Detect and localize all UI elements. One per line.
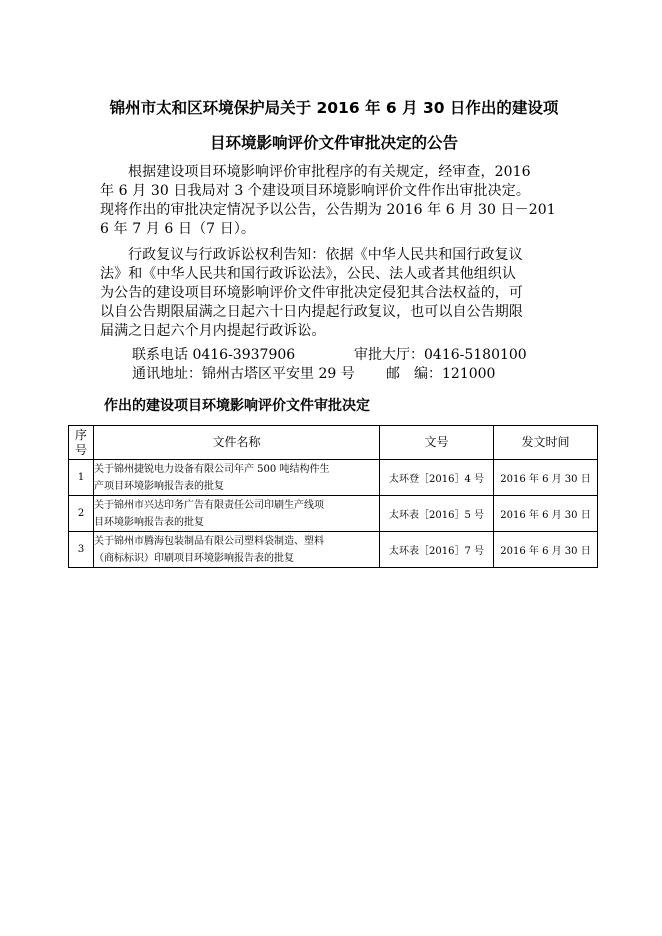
header-name: 文件名称 [94, 426, 380, 460]
row-number: 3 [69, 532, 94, 568]
contact-address-row [132, 365, 496, 384]
document-number: 太环表［2016］5 号 [380, 496, 494, 532]
document-title-line-1: 锦州市太和区环境保护局关于 2016 年 6 月 30 日作出的建设项 [109, 99, 559, 117]
legal-rights-paragraph [100, 246, 565, 341]
table-header-row [69, 426, 598, 460]
header-issue-date: 发文时间 [494, 426, 598, 460]
document-name: 关于锦州市腾海包装制品有限公司塑料袋制造、塑料 （商标标识）印刷项目环境影响报告表的批复 [94, 532, 380, 568]
paragraph-line: 法》和《中华人民共和国行政诉讼法》，公民、法人或者其他组织认 [100, 266, 516, 282]
issue-date: 2016 年 6 月 30 日 [494, 532, 598, 568]
paragraph-line: 6 年 7 月 6 日（7 日）。 [100, 221, 256, 237]
contact-address: 通讯地址：锦州古塔区平安里 29 号 [132, 366, 355, 382]
approval-notice-paragraph [100, 163, 565, 239]
paragraph-line: 为公告的建设项目环境影响评价文件审批决定侵犯其合法权益的，可 [100, 285, 523, 301]
table-row [69, 496, 598, 532]
postcode: 邮 编：121000 [386, 366, 496, 382]
document-name: 关于锦州市兴达印务广告有限责任公司印刷生产线项 目环境影响报告表的批复 [94, 496, 380, 532]
paragraph-line: 现将作出的审批决定情况予以公告，公告期为 2016 年 6 月 30 日－201 [100, 202, 556, 218]
paragraph-line: 根据建设项目环境影响评价审批程序的有关规定，经审查，2016 [128, 164, 531, 180]
row-number: 1 [69, 460, 94, 496]
issue-date: 2016 年 6 月 30 日 [494, 460, 598, 496]
document-number: 太环表［2016］7 号 [380, 532, 494, 568]
table-row [69, 532, 598, 568]
decisions-table [68, 425, 598, 568]
header-doc-number: 文号 [380, 426, 494, 460]
header-no: 序号 [69, 426, 94, 460]
row-number: 2 [69, 496, 94, 532]
document-name: 关于锦州捷锐电力设备有限公司年产 500 吨结构件生 产项目环境影响报告表的批复 [94, 460, 380, 496]
paragraph-line: 届满之日起六个月内提起行政诉讼。 [100, 323, 326, 339]
paragraph-line: 年 6 月 30 日我局对 3 个建设项目环境影响评价文件作出审批决定。 [100, 183, 530, 199]
document-number: 太环登［2016］4 号 [380, 460, 494, 496]
paragraph-line: 以自公告期限届满之日起六十日内提起行政复议，也可以自公告期限 [100, 304, 523, 320]
paragraph-line: 行政复议与行政诉讼权利告知：依据《中华人民共和国行政复议 [128, 247, 523, 263]
approval-hall-phone: 审批大厅：0416-5180100 [354, 347, 527, 363]
document-title-line-2: 目环境影响评价文件审批决定的公告 [209, 134, 458, 152]
section-heading: 作出的建设项目环境影响评价文件审批决定 [104, 398, 370, 414]
contact-phone-row [132, 346, 527, 365]
table-row [69, 460, 598, 496]
contact-phone: 联系电话 0416-3937906 [132, 347, 296, 363]
issue-date: 2016 年 6 月 30 日 [494, 496, 598, 532]
